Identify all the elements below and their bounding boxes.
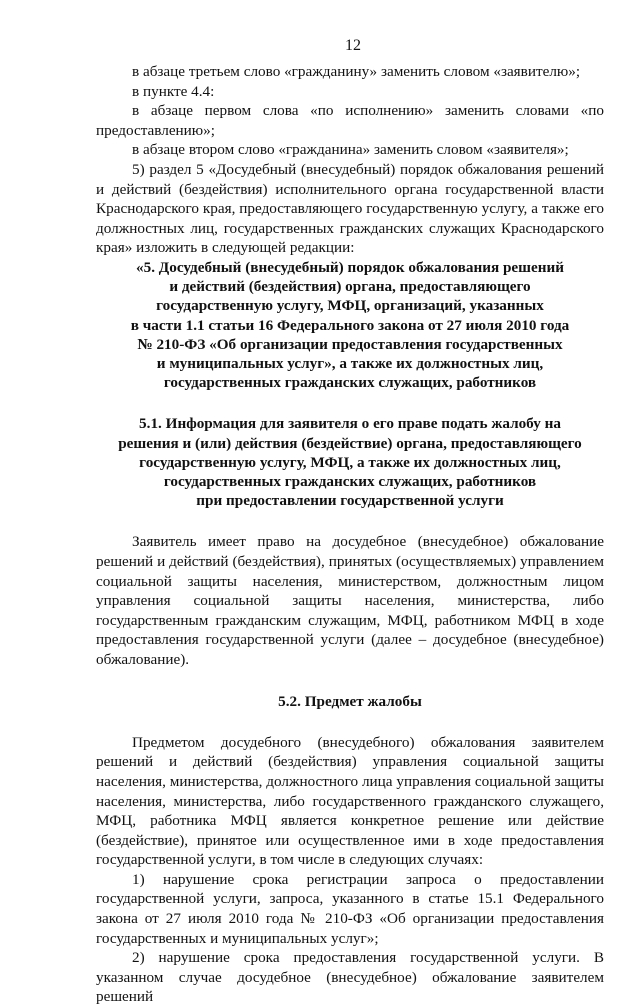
heading-line: и муниципальных услуг», а также их должностных лиц, (156, 354, 544, 372)
paragraph: в пункте 4.4: (132, 82, 215, 100)
heading-line: государственную услугу, МФЦ, организаций, указанных (156, 297, 544, 315)
spacer (96, 711, 604, 733)
heading-line: государственных гражданских служащих, работников (163, 374, 537, 392)
section-5-heading (96, 258, 604, 392)
paragraph: Заявитель имеет право на досудебное (внесудебное) обжалование решений и действий (бездействия), принятых (осуществляемых) управлением социальной защиты населения, министерством, должностным лицом управления социальной защиты населения, министерства, либо государственным гражданским служащим, МФЦ, работником МФЦ в ходе предоставления государственной услуги (далее – досудебное (внесудебное) обжалование). (96, 533, 604, 668)
page-number: 12 (345, 37, 361, 54)
paragraph: 5) раздел 5 «Досудебный (внесудебный) порядок обжалования решений и действий (бездействия) исполнительного органа государственной власти Краснодарского края, предоставляющего государственную услугу, а также его должностных лиц, государственных гражданских служащих Краснодарского края» изложить в следующей редакции: (96, 160, 604, 257)
paragraph: в абзаце третьем слово «гражданину» заменить словом «заявителю»; (132, 63, 581, 80)
heading-line: государственную услугу, МФЦ, а также их должностных лиц, (139, 453, 561, 471)
spacer (96, 670, 604, 692)
subsection-5-1-heading (96, 414, 604, 510)
spacer (96, 510, 604, 532)
paragraph: 1) нарушение срока регистрации запроса о предоставлении государственной услуги, запроса, указанного в статье 15.1 Федерального закона от 27 июля 2010 года № 210-ФЗ «Об организации предоставления государственных и муниципальных услуг»; (96, 870, 604, 947)
subsection-5-2-heading: 5.2. Предмет жалобы (278, 692, 422, 710)
paragraph: Предметом досудебного (внесудебного) обжалования заявителем решений и действий (бездействия) управления социальной защиты населения, министерства, должностного лица управления социальной защиты населения, министерства, либо государственного гражданского служащего, МФЦ, работника МФЦ является конкретное решение или действие (бездействие), принятое или осуществленное ими в ходе предоставления государственной услуги, в том числе в следующих случаях: (96, 733, 604, 869)
paragraph: в абзаце втором слово «гражданина» заменить словом «заявителя»; (132, 141, 569, 159)
paragraph: 2) нарушение срока предоставления государственной услуги. В указанном случае досудебное (внесудебное) обжалование заявителем решений (96, 949, 604, 1006)
heading-line: № 210-ФЗ «Об организации предоставления государственных (137, 335, 563, 353)
heading-line: государственных гражданских служащих, работников (163, 472, 537, 490)
heading-line: в части 1.1 статьи 16 Федерального закона от 27 июля 2010 года (130, 316, 570, 334)
heading-line: «5. Досудебный (внесудебный) порядок обжалования решений (136, 258, 564, 276)
heading-line: и действий (бездействия) органа, предоставляющего (169, 278, 531, 296)
heading-line: 5.1. Информация для заявителя о его праве подать жалобу на (139, 415, 561, 433)
paragraph: в абзаце первом слова «по исполнению» заменить словами «по предоставлению»; (96, 102, 604, 139)
heading-line: при предоставлении государственной услуги (196, 492, 504, 510)
heading-line: решения и (или) действия (бездействие) органа, предоставляющего (118, 434, 582, 452)
spacer (96, 392, 604, 414)
